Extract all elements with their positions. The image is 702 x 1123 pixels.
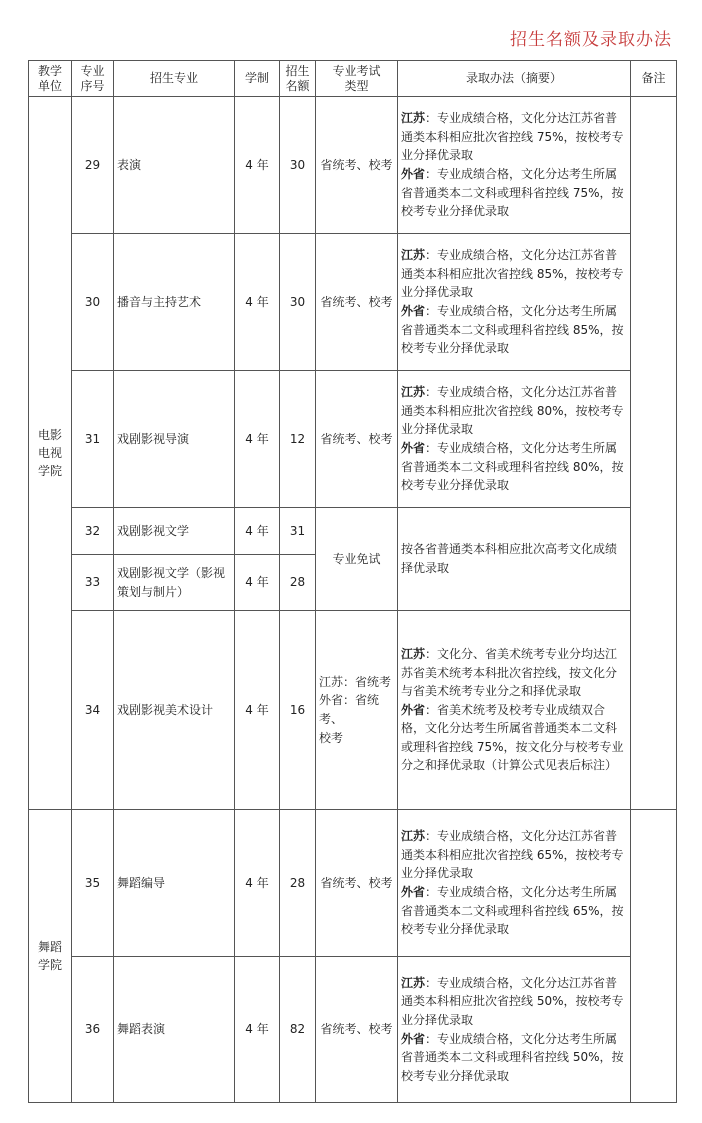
duration: 4 年 [235,555,280,611]
major-code: 36 [72,957,114,1103]
major-name: 表演 [114,97,235,234]
major-code: 32 [72,508,114,555]
header-quota: 招生 名额 [280,61,316,97]
duration: 4 年 [235,234,280,371]
major-name: 舞蹈编导 [114,810,235,957]
quota: 28 [280,555,316,611]
major-code: 29 [72,97,114,234]
exam-type: 省统考、校考 [316,234,398,371]
quota: 16 [280,611,316,810]
admission-method: 江苏：文化分、省美术统考专业分均达江苏省美术统考本科批次省控线，按文化分与省美术统考专业分之和择优录取 外省：省美术统考及校考专业成绩双合格，文化分达考生所属省普通类本二文科或理科省控线 75%，按文化分与校考专业分之和择优录取（计算公式见表后标注） [398,611,631,810]
header-duration: 学制 [235,61,280,97]
exam-type: 省统考、校考 [316,810,398,957]
exam-type: 省统考、校考 [316,371,398,508]
exam-type: 江苏：省统考 外省：省统考、 校考 [316,611,398,810]
table-row [29,371,677,508]
exam-type: 专业免试 [316,508,398,611]
major-name: 舞蹈表演 [114,957,235,1103]
admission-method: 江苏：专业成绩合格，文化分达江苏省普通类本科相应批次省控线 80%，按校考专业分择优录取 外省：专业成绩合格，文化分达考生所属省普通类本二文科或理科省控线 80%，按校考专业分择优录取 [398,371,631,508]
major-code: 30 [72,234,114,371]
major-name: 播音与主持艺术 [114,234,235,371]
quota: 82 [280,957,316,1103]
major-name: 戏剧影视文学（影视策划与制片） [114,555,235,611]
quota: 12 [280,371,316,508]
admissions-table [28,60,677,1103]
table-row [29,810,677,957]
duration: 4 年 [235,957,280,1103]
duration: 4 年 [235,371,280,508]
quota: 30 [280,97,316,234]
table-row [29,508,677,555]
duration: 4 年 [235,508,280,555]
unit-film-tv: 电影 电视 学院 [29,97,72,810]
table-row [29,611,677,810]
major-name: 戏剧影视文学 [114,508,235,555]
header-major: 招生专业 [114,61,235,97]
duration: 4 年 [235,97,280,234]
table-row [29,97,677,234]
table-row [29,234,677,371]
admission-method: 按各省普通类本科相应批次高考文化成绩择优录取 [398,508,631,611]
duration: 4 年 [235,810,280,957]
admission-method: 江苏：专业成绩合格，文化分达江苏省普通类本科相应批次省控线 65%，按校考专业分择优录取 外省：专业成绩合格，文化分达考生所属省普通类本二文科或理科省控线 65%，按校考专业分择优录取 [398,810,631,957]
major-name: 戏剧影视导演 [114,371,235,508]
major-code: 35 [72,810,114,957]
header-unit: 教学 单位 [29,61,72,97]
admission-method: 江苏：专业成绩合格，文化分达江苏省普通类本科相应批次省控线 50%，按校考专业分择优录取 外省：专业成绩合格，文化分达考生所属省普通类本二文科或理科省控线 50%，按校考专业分择优录取 [398,957,631,1103]
header-row [29,61,677,97]
admission-method: 江苏：专业成绩合格，文化分达江苏省普通类本科相应批次省控线 75%，按校考专业分择优录取 外省：专业成绩合格，文化分达考生所属省普通类本二文科或理科省控线 75%，按校考专业分择优录取 [398,97,631,234]
major-code: 34 [72,611,114,810]
exam-type: 省统考、校考 [316,957,398,1103]
admission-method: 江苏：专业成绩合格，文化分达江苏省普通类本科相应批次省控线 85%，按校考专业分择优录取 外省：专业成绩合格，文化分达考生所属省普通类本二文科或理科省控线 85%，按校考专业分择优录取 [398,234,631,371]
header-remark: 备注 [631,61,677,97]
page-title: 招生名额及录取办法 [510,30,672,50]
table-row [29,957,677,1103]
quota: 28 [280,810,316,957]
header-exam: 专业考试 类型 [316,61,398,97]
header-method: 录取办法（摘要） [398,61,631,97]
major-code: 31 [72,371,114,508]
exam-type: 省统考、校考 [316,97,398,234]
quota: 30 [280,234,316,371]
remark-cell [631,97,677,810]
major-code: 33 [72,555,114,611]
major-name: 戏剧影视美术设计 [114,611,235,810]
header-code: 专业 序号 [72,61,114,97]
unit-dance: 舞蹈 学院 [29,810,72,1103]
remark-cell [631,810,677,1103]
duration: 4 年 [235,611,280,810]
quota: 31 [280,508,316,555]
